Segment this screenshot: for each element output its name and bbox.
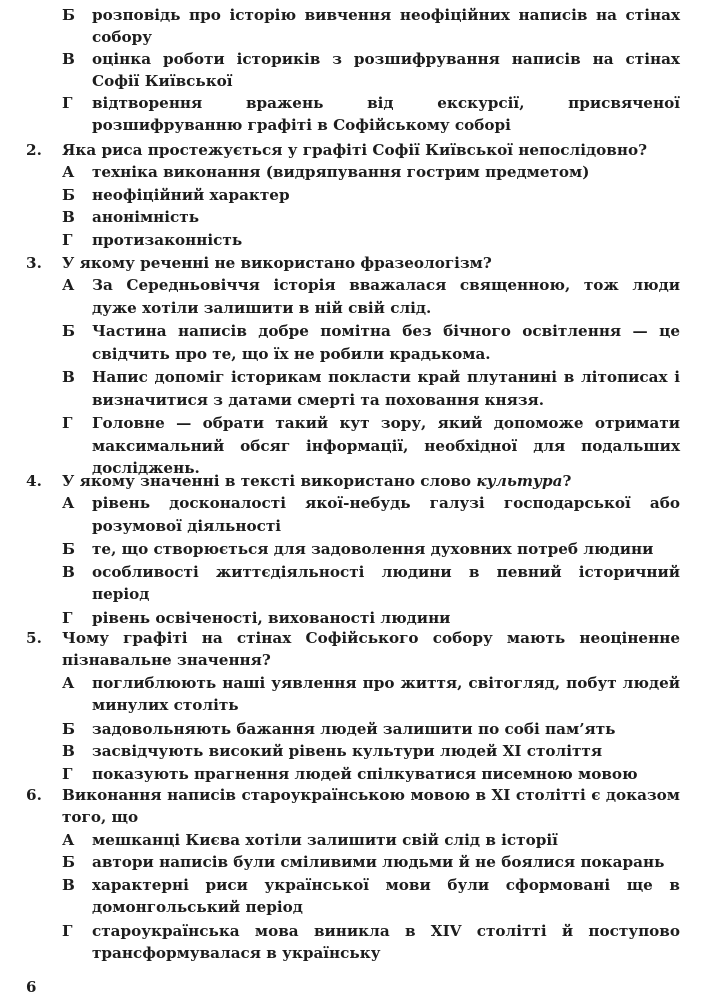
answer-option — [0, 92, 720, 136]
answer-text: задовольняють бажання людей залишити по собі пам’ять — [92, 719, 616, 738]
page-number: 6 — [26, 978, 37, 996]
answer-letter: А — [62, 163, 75, 182]
answer-text: засвідчують високий рівень культури людей XI століття — [92, 742, 603, 761]
answer-text: те, що створюється для задоволення духовних потреб людини — [92, 540, 654, 559]
answer-text: анонімність — [92, 208, 200, 227]
answer-letter: Б — [62, 719, 75, 738]
answer-letter: Г — [62, 94, 73, 112]
answer-letter: А — [62, 830, 75, 849]
answer-text: відтворення вражень від екскурсії, присвяченої розшифруванню графіті в Софійському соборі — [92, 94, 680, 135]
question-stem — [0, 627, 720, 672]
question-text: Виконання написів староукраїнською мовою в XI столітті є доказом того, що — [62, 786, 680, 827]
answer-text: показують прагнення людей спілкуватися писемною мовою — [92, 764, 638, 783]
answer-letter: Б — [62, 853, 75, 872]
answer-text: рівень освіченості, вихованості людини — [92, 608, 451, 627]
question-keyword: культура — [476, 472, 563, 490]
question-2 — [0, 139, 720, 251]
answer-letter: Г — [62, 608, 73, 627]
answer-letter: А — [62, 673, 75, 692]
question-text — [62, 470, 680, 492]
answer-letter: В — [62, 875, 75, 894]
answer-option — [0, 492, 720, 538]
question-stem — [0, 252, 720, 274]
answer-text: Частина написів добре помітна без бічного освітлення — це свідчить про те, що їх не робили крадькома. — [92, 322, 680, 363]
answer-option — [0, 274, 720, 320]
answer-text: поглиблюють наші уявлення про життя, світогляд, побут людей минулих століть — [92, 673, 680, 715]
answer-option — [0, 206, 720, 228]
answer-option — [0, 184, 720, 206]
answer-option — [0, 366, 720, 412]
question-text: У якому реченні не використано фразеологізм? — [62, 254, 492, 272]
question-stem — [0, 470, 720, 492]
question-text-end: ? — [562, 472, 572, 490]
answer-letter: Б — [62, 185, 75, 204]
question-number: 5. — [26, 629, 42, 647]
answer-letter: В — [62, 368, 75, 387]
answer-letter: Г — [62, 230, 73, 249]
answer-option — [0, 851, 720, 873]
answer-text: староукраїнська мова виникла в XIV столітті й поступово трансформувалася в українську — [92, 921, 680, 963]
question-stem — [0, 139, 720, 161]
answer-option — [0, 48, 720, 92]
answer-text: неофіційний характер — [92, 185, 290, 204]
answer-text: За Середньовіччя історія вважалася священною, тож люди дуже хотіли залишити в ній свій слід. — [92, 276, 680, 317]
answer-text: рівень досконалості якої-небудь галузі господарської або розумової діяльності — [92, 494, 680, 535]
answer-text: протизаконність — [92, 230, 243, 249]
answer-letter: Б — [62, 6, 75, 24]
question-4 — [0, 470, 720, 629]
answer-option — [0, 740, 720, 762]
answer-option — [0, 763, 720, 785]
continued-answers — [0, 4, 720, 136]
answer-letter: В — [62, 208, 75, 227]
answer-text: Напис допоміг історикам покласти край плутанині в літописах і визначитися з датами смерті та поховання князя. — [92, 368, 680, 409]
answer-letter: А — [62, 494, 75, 513]
answer-option — [0, 920, 720, 965]
answer-letter: А — [62, 276, 75, 295]
answer-letter: В — [62, 562, 75, 581]
question-number: 3. — [26, 254, 42, 272]
answer-text: оцінка роботи істориків з розшифрування написів на стінах Софії Київської — [92, 50, 680, 91]
question-number: 6. — [26, 786, 42, 804]
answer-option — [0, 607, 720, 629]
question-6 — [0, 784, 720, 964]
answer-option — [0, 829, 720, 851]
answer-option — [0, 672, 720, 718]
answer-option — [0, 538, 720, 560]
answer-option — [0, 4, 720, 48]
answer-letter: Б — [62, 540, 75, 559]
answer-option — [0, 561, 720, 607]
answer-text: техніка виконання (видряпування гострим предметом) — [92, 163, 590, 182]
answer-letter: Г — [62, 921, 73, 940]
answer-letter: В — [62, 742, 75, 761]
answer-text: особливості життєдіяльності людини в певний історичний період — [92, 562, 680, 604]
question-stem — [0, 784, 720, 829]
answer-text: мешканці Києва хотіли залишити свій слід в історії — [92, 830, 558, 849]
question-number: 4. — [26, 472, 42, 490]
answer-option — [0, 874, 720, 920]
answer-option — [0, 161, 720, 183]
question-text: Чому графіті на стінах Софійського собору мають неоціненне пізнавальне значення? — [62, 629, 680, 670]
answer-letter: Б — [62, 322, 75, 341]
answer-text: Головне — обрати такий кут зору, який допоможе отримати максимальний обсяг інформації, необхідної для подальших досліджень. — [92, 414, 680, 478]
question-5 — [0, 627, 720, 785]
answer-text: автори написів були сміливими людьми й не боялися покарань — [92, 853, 665, 872]
answer-option — [0, 229, 720, 251]
question-3 — [0, 252, 720, 480]
answer-text: розповідь про історію вивчення неофіційних написів на стінах собору — [92, 6, 680, 47]
answer-option — [0, 718, 720, 740]
answer-letter: Г — [62, 764, 73, 783]
answer-text: характерні риси української мови були сформовані ще в домонгольський період — [92, 875, 680, 917]
question-number: 2. — [26, 141, 42, 159]
question-text: Яка риса простежується у графіті Софії Київської непослідовно? — [62, 141, 647, 159]
answer-letter: Г — [62, 414, 73, 433]
answer-option — [0, 320, 720, 366]
answer-letter: В — [62, 50, 75, 68]
question-text-start: У якому значенні в тексті використано слово — [62, 472, 477, 490]
